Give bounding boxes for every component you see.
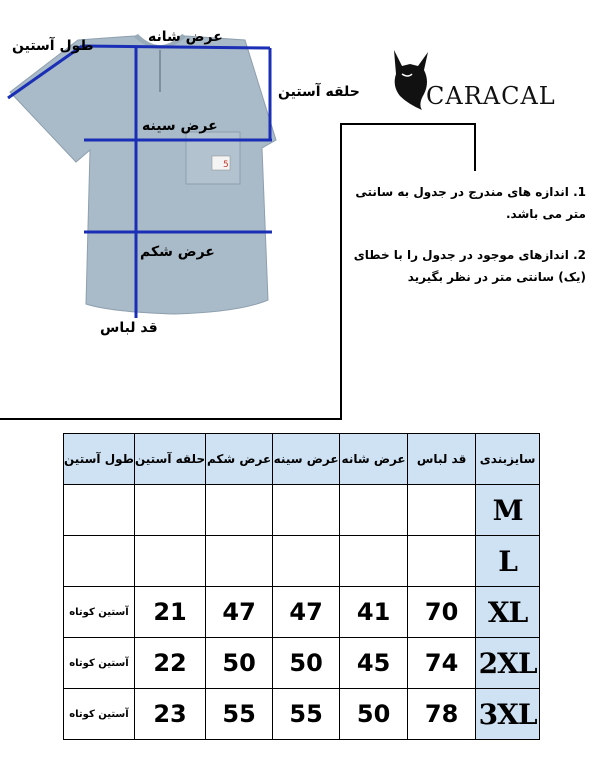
cell-shoulder [340, 485, 408, 536]
cell-length: 70 [408, 587, 476, 638]
cell-length: 74 [408, 638, 476, 689]
cell-armhole [134, 485, 205, 536]
table-row-m [64, 485, 540, 536]
tshirt-tag-text: 5 [223, 160, 229, 170]
cell-size: 2XL [476, 638, 540, 689]
frame-line-top [340, 123, 476, 125]
note-1: 1. اندازه های مندرج در جدول به سانتی متر می باشد. [355, 185, 586, 221]
header-garment-length: قد لباس [408, 434, 476, 485]
cell-size: 3XL [476, 689, 540, 740]
table-header-row [64, 434, 540, 485]
cell-sleeve [64, 485, 135, 536]
header-belly-width: عرض شکم [206, 434, 273, 485]
cell-shoulder: 45 [340, 638, 408, 689]
table-row-2xl [64, 638, 540, 689]
cell-armhole: 22 [134, 638, 205, 689]
header-shoulder-width: عرض شانه [340, 434, 408, 485]
label-belly-width: عرض شکم [140, 244, 215, 260]
cell-armhole: 23 [134, 689, 205, 740]
cell-sleeve [64, 536, 135, 587]
cell-armhole: 21 [134, 587, 205, 638]
cell-belly: 55 [206, 689, 273, 740]
table-row-l [64, 536, 540, 587]
cell-belly: 50 [206, 638, 273, 689]
cell-sleeve: آستین کوتاه [64, 638, 135, 689]
label-sleeve-length: طول آستین [12, 38, 94, 54]
cell-size: L [476, 536, 540, 587]
frame-line-left [340, 123, 342, 419]
header-size: سایزبندی [476, 434, 540, 485]
cell-belly [206, 485, 273, 536]
cell-chest: 55 [273, 689, 340, 740]
cell-shoulder: 50 [340, 689, 408, 740]
cell-size: XL [476, 587, 540, 638]
header-sleeve-length: طول آستین [64, 434, 135, 485]
cell-size: M [476, 485, 540, 536]
cell-chest [273, 485, 340, 536]
label-shoulder-width: عرض شانه [148, 29, 223, 45]
table-row-3xl [64, 689, 540, 740]
brand-name: CARACAL [426, 82, 556, 110]
size-table [63, 433, 540, 740]
label-armhole: حلقه آستین [278, 84, 360, 100]
frame-line-bottom [0, 418, 342, 420]
cell-chest: 47 [273, 587, 340, 638]
cell-chest: 50 [273, 638, 340, 689]
cell-sleeve: آستین کوتاه [64, 587, 135, 638]
cell-armhole [134, 536, 205, 587]
cell-belly [206, 536, 273, 587]
shoulder-width-line [82, 46, 270, 48]
header-armhole: حلقه آستین [134, 434, 205, 485]
cell-shoulder [340, 536, 408, 587]
label-garment-length: قد لباس [100, 320, 158, 336]
cell-length: 78 [408, 689, 476, 740]
cell-length [408, 485, 476, 536]
note-2: 2. اندازهای موجود در جدول را با خطای (یک) سانتی متر در نظر بگیرید [353, 248, 586, 284]
frame-line-tick [474, 123, 476, 171]
label-chest-width: عرض سینه [142, 118, 218, 134]
cell-length [408, 536, 476, 587]
tshirt-diagram [0, 0, 360, 360]
cell-chest [273, 536, 340, 587]
cell-sleeve: آستین کوتاه [64, 689, 135, 740]
cell-shoulder: 41 [340, 587, 408, 638]
cell-belly: 47 [206, 587, 273, 638]
table-row-xl [64, 587, 540, 638]
header-chest-width: عرض سینه [273, 434, 340, 485]
